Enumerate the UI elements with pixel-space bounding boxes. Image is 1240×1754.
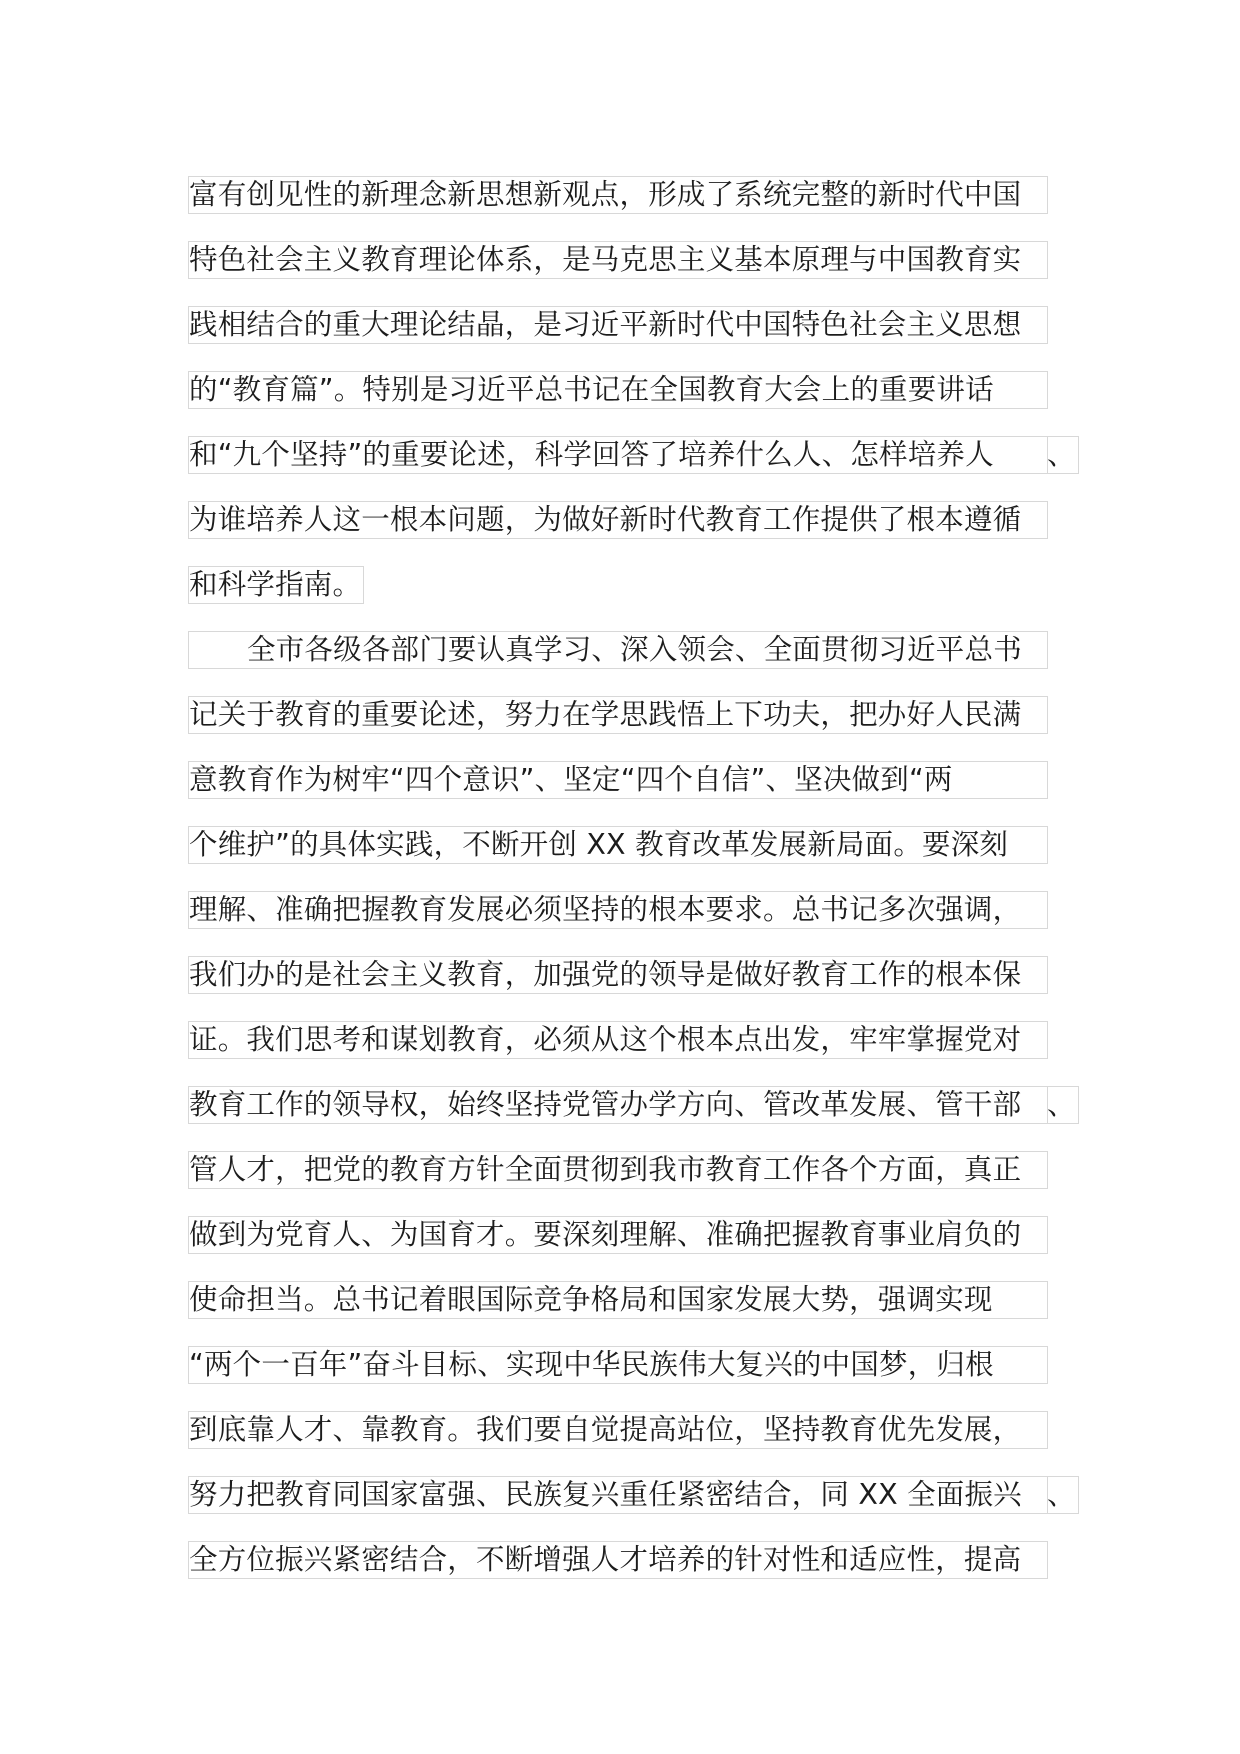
text-line bbox=[188, 560, 1088, 625]
text-line bbox=[188, 885, 1088, 950]
line-text: 特色社会主义教育理论体系，是马克思主义基本原理与中国教育实 bbox=[189, 243, 1022, 276]
overflow-punctuation: 、 bbox=[1047, 438, 1076, 471]
text-line bbox=[188, 820, 1088, 885]
line-text: 记关于教育的重要论述，努力在学思践悟上下功夫，把办好人民满 bbox=[189, 698, 1022, 731]
text-line bbox=[188, 690, 1088, 755]
line-text: 全方位振兴紧密结合，不断增强人才培养的针对性和适应性，提高 bbox=[189, 1543, 1022, 1576]
line-text: 管人才，把党的教育方针全面贯彻到我市教育工作各个方面，真正 bbox=[189, 1153, 1022, 1186]
line-text: “两个一百年”奋斗目标、实现中华民族伟大复兴的中国梦，归根 bbox=[189, 1348, 994, 1381]
text-line bbox=[188, 365, 1088, 430]
text-line bbox=[188, 1340, 1088, 1405]
line-text: 到底靠人才、靠教育。我们要自觉提高站位，坚持教育优先发展， bbox=[189, 1413, 1022, 1446]
overflow-punctuation: 、 bbox=[1047, 1478, 1076, 1511]
line-text: 富有创见性的新理念新思想新观点，形成了系统完整的新时代中国 bbox=[189, 178, 1022, 211]
line-text: 使命担当。总书记着眼国际竞争格局和国家发展大势，强调实现 bbox=[189, 1283, 993, 1316]
text-line bbox=[188, 1080, 1088, 1145]
text-line bbox=[188, 1470, 1088, 1535]
line-text: 践相结合的重大理论结晶，是习近平新时代中国特色社会主义思想 bbox=[189, 308, 1022, 341]
line-text: 和科学指南。 bbox=[189, 568, 362, 601]
line-text: 个维护”的具体实践，不断开创 XX 教育改革发展新局面。要深刻 bbox=[189, 828, 1009, 861]
text-line bbox=[188, 1210, 1088, 1275]
overflow-punctuation: 、 bbox=[1047, 1088, 1076, 1121]
text-line bbox=[188, 1535, 1088, 1600]
text-line bbox=[188, 1275, 1088, 1340]
text-line bbox=[188, 625, 1088, 690]
text-line bbox=[188, 300, 1088, 365]
line-text: 理解、准确把握教育发展必须坚持的根本要求。总书记多次强调， bbox=[189, 893, 1022, 926]
text-line bbox=[188, 1145, 1088, 1210]
line-text: 教育工作的领导权，始终坚持党管办学方向、管改革发展、管干部 bbox=[189, 1088, 1022, 1121]
text-line bbox=[188, 235, 1088, 300]
text-line bbox=[188, 430, 1088, 495]
text-line bbox=[188, 1405, 1088, 1470]
line-text: 为谁培养人这一根本问题，为做好新时代教育工作提供了根本遵循 bbox=[189, 503, 1022, 536]
line-text: 我们办的是社会主义教育，加强党的领导是做好教育工作的根本保 bbox=[189, 958, 1022, 991]
line-text: 和“九个坚持”的重要论述，科学回答了培养什么人、怎样培养人 bbox=[189, 438, 994, 471]
text-line bbox=[188, 950, 1088, 1015]
text-line bbox=[188, 755, 1088, 820]
text-line bbox=[188, 495, 1088, 560]
line-text: 努力把教育同国家富强、民族复兴重任紧密结合，同 XX 全面振兴 bbox=[189, 1478, 1022, 1511]
line-text: 做到为党育人、为国育才。要深刻理解、准确把握教育事业肩负的 bbox=[189, 1218, 1022, 1251]
line-text: 的“教育篇”。特别是习近平总书记在全国教育大会上的重要讲话 bbox=[189, 373, 994, 406]
paragraph-first-line: 全市各级各部门要认真学习、深入领会、全面贯彻习近平总书 bbox=[247, 633, 1022, 666]
line-text: 意教育作为树牢“四个意识”、坚定“四个自信”、坚决做到“两 bbox=[189, 763, 953, 796]
line-text: 证。我们思考和谋划教育，必须从这个根本点出发，牢牢掌握党对 bbox=[189, 1023, 1022, 1056]
text-line bbox=[188, 170, 1088, 235]
document-body bbox=[188, 170, 1088, 1600]
text-line bbox=[188, 1015, 1088, 1080]
